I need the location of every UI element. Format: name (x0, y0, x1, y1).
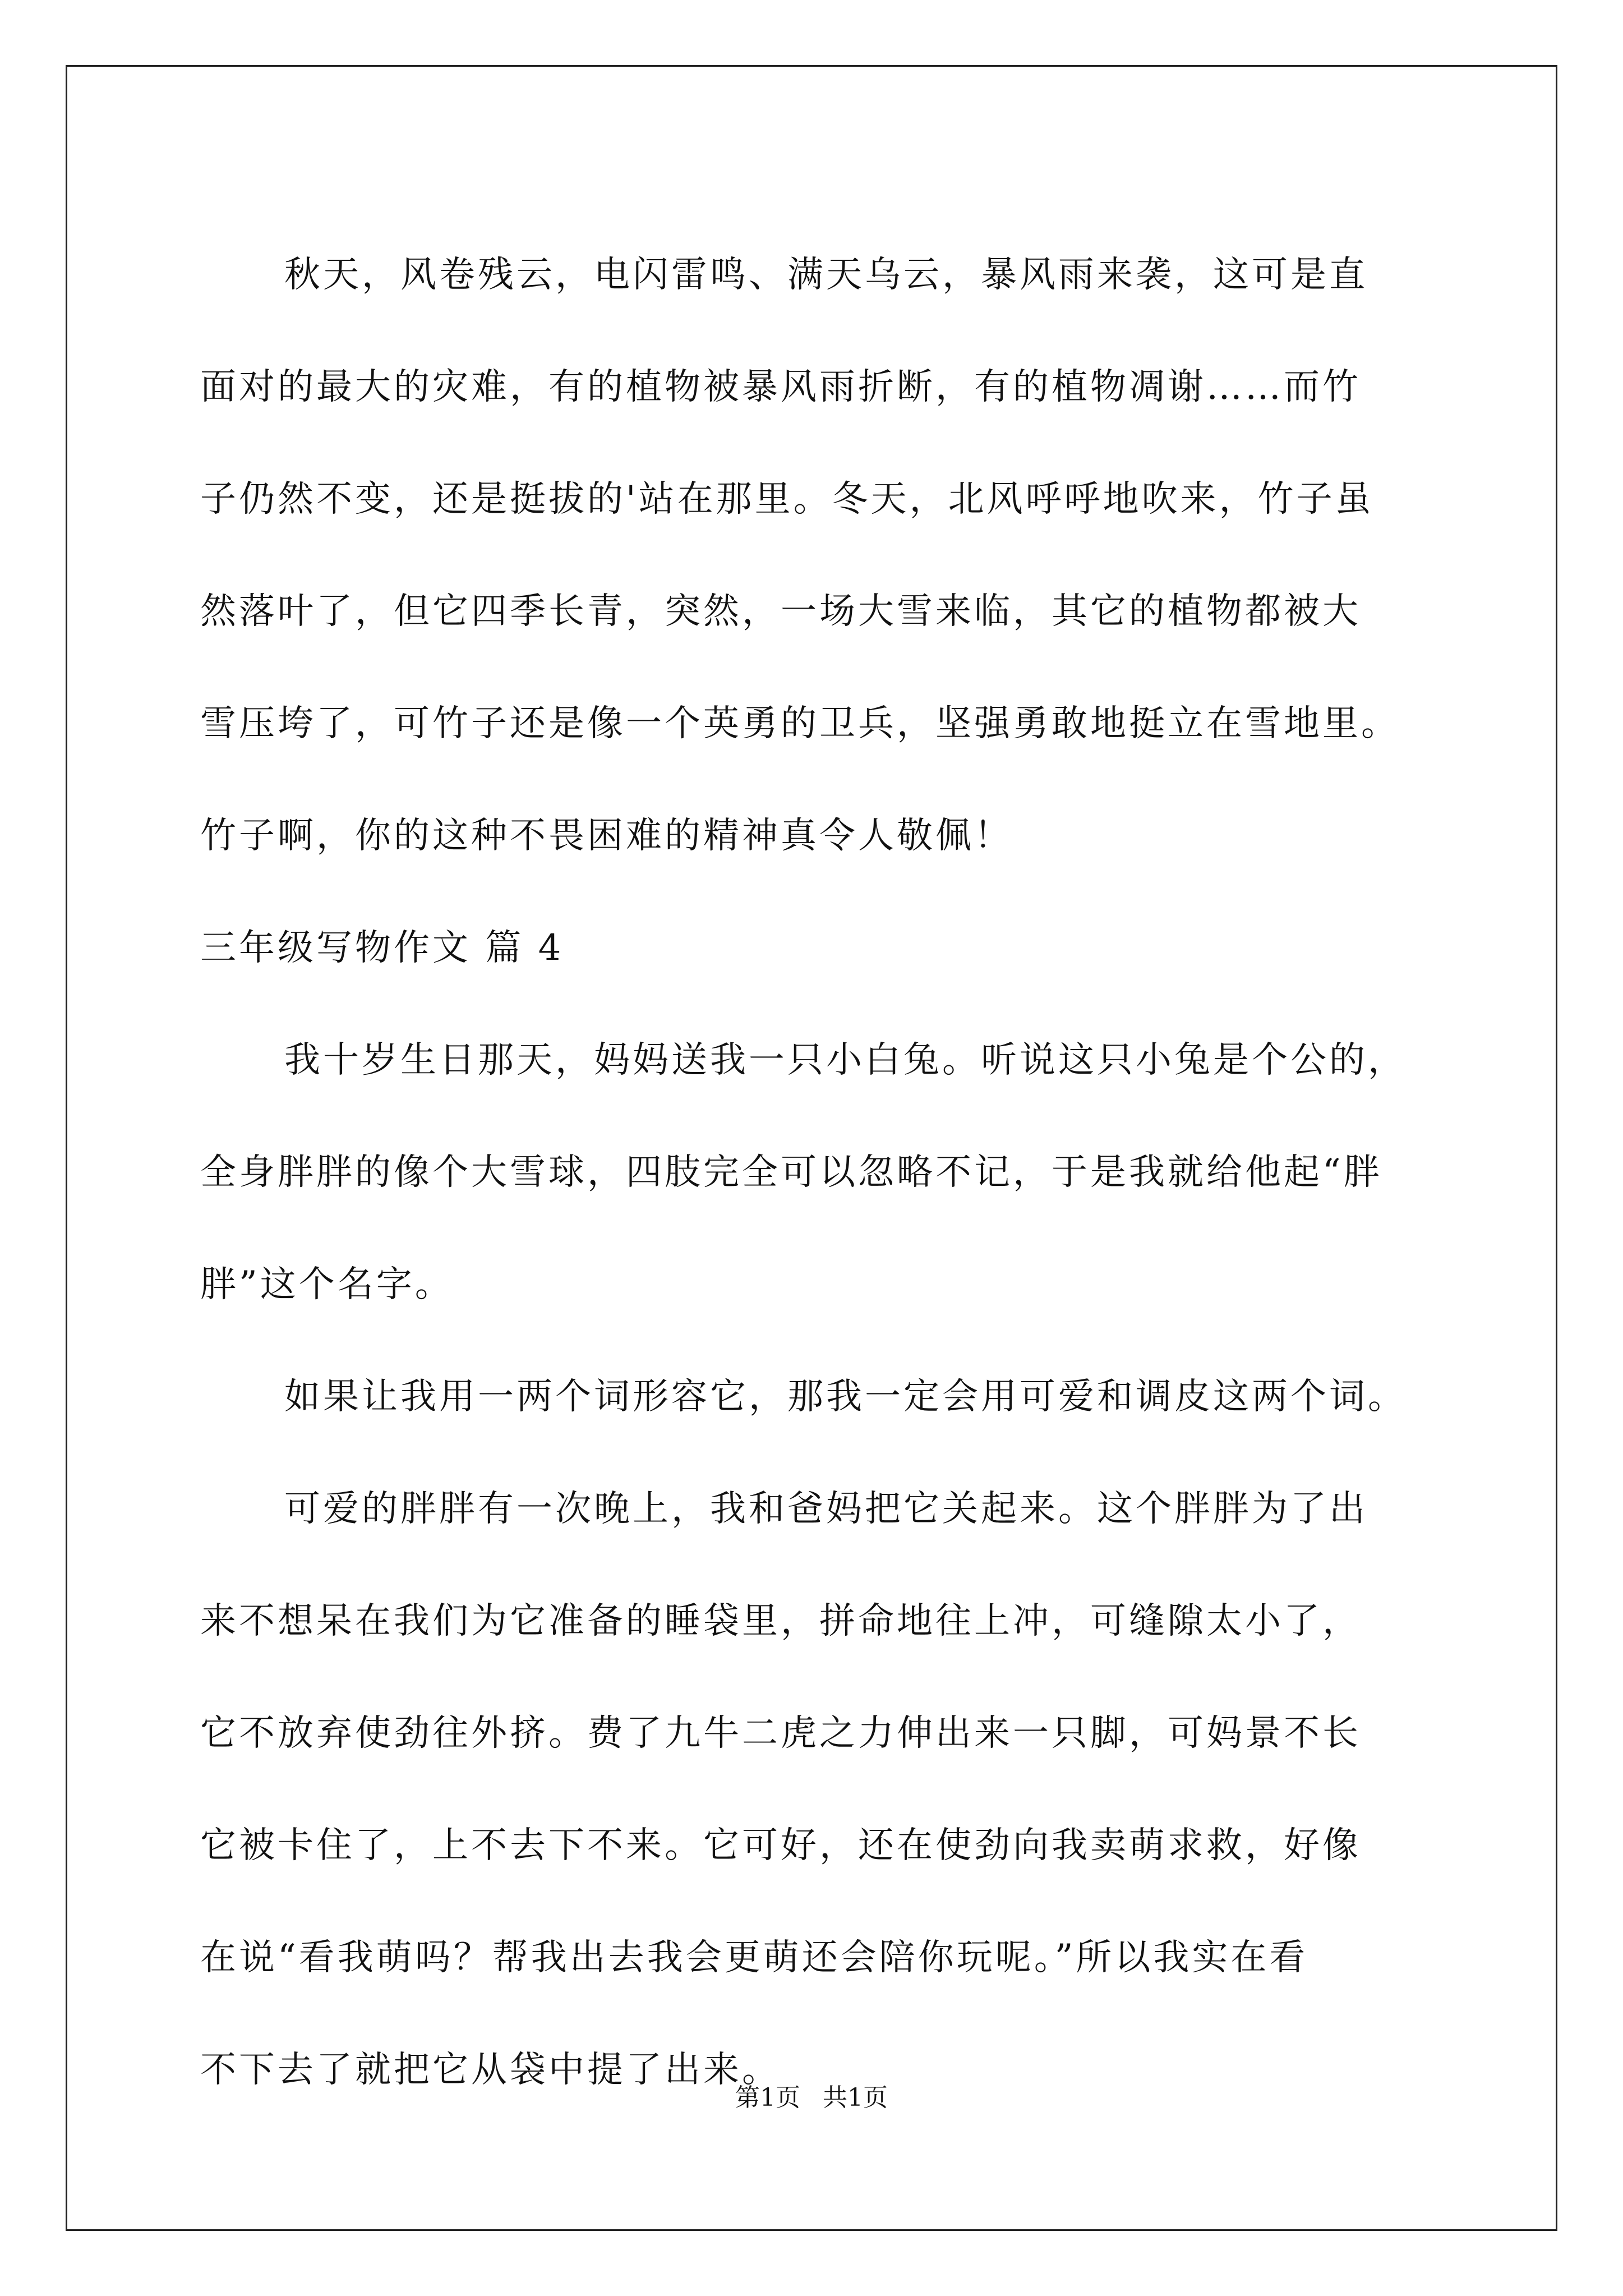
page-footer (0, 2081, 1623, 2115)
page-number: 第1页 (735, 2083, 800, 2112)
text-line: 秋天，风卷残云，电闪雷鸣、满天乌云，暴风雨来袭，这可是直 (284, 254, 1368, 296)
text-line: 可爱的胖胖有一次晚上，我和爸妈把它关起来。这个胖胖为了出 (284, 1488, 1368, 1530)
text-line: 来不想呆在我们为它准备的睡袋里，拼命地往上冲，可缝隙太小了， (200, 1600, 1361, 1642)
text-line: 它不放弃使劲往外挤。费了九牛二虎之力伸出来一只脚，可妈景不长 (200, 1713, 1361, 1754)
text-line: 然落叶了，但它四季长青，突然，一场大雪来临，其它的植物都被大 (200, 591, 1361, 632)
text-line: 雪压垮了，可竹子还是像一个英勇的卫兵，坚强勇敢地挺立在雪地里。 (200, 703, 1400, 744)
text-line: 全身胖胖的像个大雪球，四肢完全可以忽略不记，于是我就给他起“胖 (200, 1152, 1382, 1193)
text-line: 竹子啊，你的这种不畏困难的精神真令人敬佩！ (200, 815, 1013, 857)
text-line: 胖”这个名字。 (200, 1264, 454, 1305)
document-body (200, 219, 1440, 2126)
text-line: 在说“看我萌吗？帮我出去我会更萌还会陪你玩呢。”所以我实在看 (200, 1937, 1308, 1978)
section-heading: 三年级写物作文 篇 4 (200, 927, 564, 969)
text-line: 我十岁生日那天，妈妈送我一只小白兔。听说这只小兔是个公的， (284, 1039, 1407, 1081)
text-line: 子仍然不变，还是挺拔的'站在那里。冬天，北风呼呼地吹来，竹子虽 (200, 478, 1374, 520)
text-line: 如果让我用一两个词形容它，那我一定会用可爱和调皮这两个词。 (284, 1376, 1407, 1418)
text-line: 不下去了就把它从袋中提了出来。 (200, 2049, 781, 2091)
text-line: 面对的最大的灾难，有的植物被暴风雨折断，有的植物凋谢……而竹 (200, 366, 1361, 408)
page-total: 共1页 (823, 2083, 888, 2112)
text-line: 它被卡住了，上不去下不来。它可好，还在使劲向我卖萌求救，好像 (200, 1825, 1361, 1866)
